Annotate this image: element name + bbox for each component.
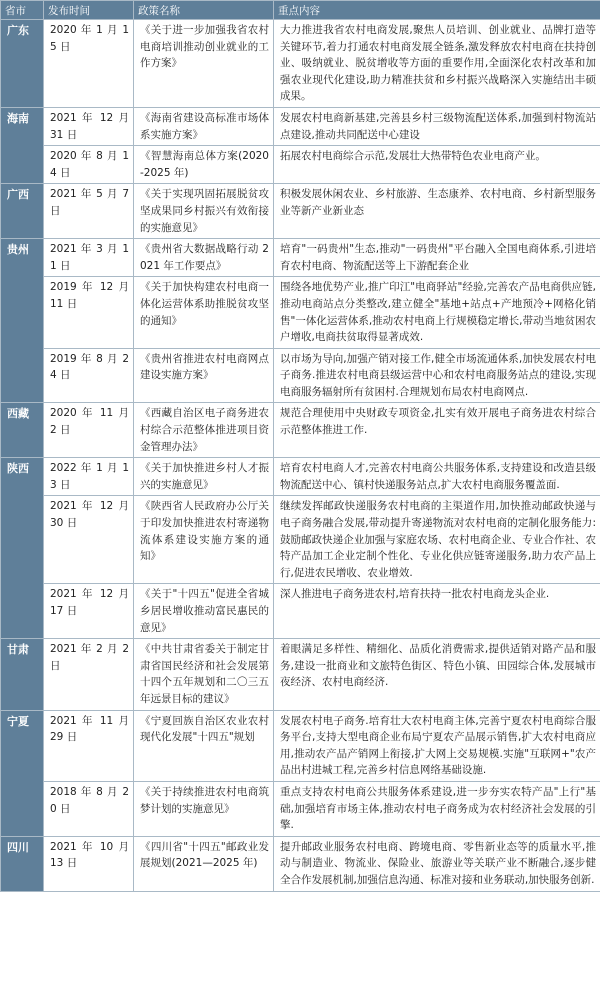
province-cell: 四川: [1, 836, 44, 891]
header-policy-name: 政策名称: [134, 1, 274, 20]
key-content-cell: 提升邮政业服务农村电商、跨境电商、零售新业态等的质量水平,推动与制造业、物流业、保险业、旅游业等关联产业不断融合,逐步健全合作发展机制,加强信息沟通、标准对接和业务联动,加快服务创新.: [274, 836, 600, 891]
key-content-cell: 规范合理使用中央财政专项资金,扎实有效开展电子商务进农村综合示范整体推进工作.: [274, 403, 600, 458]
province-cell: 宁夏: [1, 710, 44, 836]
policy-name-cell: 《关于进一步加强我省农村电商培训推动创业就业的工作方案》: [134, 20, 274, 108]
date-cell: 2020 年 8 月 14 日: [44, 146, 134, 184]
policy-name-cell: 《关于加快构建农村电商一体化运营体系助推脱贫攻坚的通知》: [134, 277, 274, 348]
table-row: [1, 348, 600, 403]
policy-name-cell: 《关于"十四五"促进全省城乡居民增收推动富民惠民的意见》: [134, 584, 274, 639]
province-cell: 海南: [1, 107, 44, 183]
province-cell: 贵州: [1, 239, 44, 403]
key-content-cell: 积极发展休闲农业、乡村旅游、生态康养、农村电商、乡村新型服务业等新产业新业态: [274, 184, 600, 239]
table-header-row: [1, 1, 600, 20]
policy-name-cell: 《中共甘肃省委关于制定甘肃省国民经济和社会发展第十四个五年规划和二〇三五年远景目标的建议》: [134, 639, 274, 710]
date-cell: 2021 年 12 月 31 日: [44, 107, 134, 145]
date-cell: 2018 年 8 月 20 日: [44, 781, 134, 836]
date-cell: 2019 年 8 月 24 日: [44, 348, 134, 403]
policy-name-cell: 《关于实现巩固拓展脱贫攻坚成果同乡村振兴有效衔接的实施意见》: [134, 184, 274, 239]
table-row: [1, 239, 600, 277]
date-cell: 2021 年 11 月 29 日: [44, 710, 134, 781]
date-cell: 2020 年 1 月 15 日: [44, 20, 134, 108]
province-cell: 广东: [1, 20, 44, 108]
province-cell: 陕西: [1, 458, 44, 639]
table-row: [1, 277, 600, 348]
policy-name-cell: 《四川省"十四五"邮政业发展规划(2021—2025 年): [134, 836, 274, 891]
table-row: [1, 710, 600, 781]
key-content-cell: 培育农村电商人才,完善农村电商公共服务体系,支持建设和改造县级物流配送中心、镇村快递服务站点,扩大农村电商服务覆盖面.: [274, 458, 600, 496]
province-cell: 甘肃: [1, 639, 44, 710]
policy-name-cell: 《贵州省大数据战略行动 2021 年工作要点》: [134, 239, 274, 277]
policy-name-cell: 《西藏自治区电子商务进农村综合示范整体推进项目资金管理办法》: [134, 403, 274, 458]
table-row: [1, 836, 600, 891]
key-content-cell: 深人推进电子商务进农村,培育扶持一批农村电商龙头企业.: [274, 584, 600, 639]
province-cell: 广西: [1, 184, 44, 239]
header-key-content: 重点内容: [274, 1, 600, 20]
key-content-cell: 继续发挥邮政快递服务农村电商的主渠道作用,加快推动邮政快递与电子商务融合发展,带动提升寄递物流对农村电商的定制化服务能力:鼓励邮政快递企业加强与家庭农场、农村电商企业、专业合作社、农特产品加工企业定制个性化、专业化供应链寄递服务,助力农产品上行,促进农民增收、农业增效.: [274, 496, 600, 584]
header-date: 发布时间: [44, 1, 134, 20]
policy-name-cell: 《智慧海南总体方案(2020-2025 年): [134, 146, 274, 184]
table-body: [1, 20, 600, 892]
table-row: [1, 403, 600, 458]
date-cell: 2020 年 11 月 2 日: [44, 403, 134, 458]
date-cell: 2021 年 5 月 7 日: [44, 184, 134, 239]
table-row: [1, 584, 600, 639]
table-row: [1, 146, 600, 184]
key-content-cell: 重点支持农村电商公共服务体系建设,进一步夯实农特产品"上行"基础,加强培育市场主体,推动农村电子商务成为农村经济社会发展的引擎.: [274, 781, 600, 836]
table-row: [1, 107, 600, 145]
policy-name-cell: 《关于加快推进乡村人才振兴的实施意见》: [134, 458, 274, 496]
date-cell: 2021 年 12 月 30 日: [44, 496, 134, 584]
table-row: [1, 781, 600, 836]
policy-name-cell: 《关于持续推进农村电商筑梦计划的实施意见》: [134, 781, 274, 836]
date-cell: 2019 年 12 月 11 日: [44, 277, 134, 348]
key-content-cell: 以市场为导向,加强产销对接工作,健全市场流通体系,加快发展农村电子商务.推进农村电商县级运营中心和农村电商服务站点的建设,实现电商服务辐射所有贫困村.合理规划布局农村电商网点.: [274, 348, 600, 403]
table-row: [1, 20, 600, 108]
table-row: [1, 458, 600, 496]
header-province: 省市: [1, 1, 44, 20]
table-row: [1, 496, 600, 584]
policy-name-cell: 《海南省建设高标准市场体系实施方案》: [134, 107, 274, 145]
date-cell: 2021 年 10 月 13 日: [44, 836, 134, 891]
policy-name-cell: 《陕西省人民政府办公厅关于印发加快推进农村寄递物流体系建设实施方案的通知》: [134, 496, 274, 584]
policy-name-cell: 《贵州省推进农村电商网点建设实施方案》: [134, 348, 274, 403]
key-content-cell: 大力推进我省农村电商发展,聚焦人员培训、创业就业、品牌打造等关键环节,着力打通农村电商发展全链条,激发释放农村电商在扶持创业、吸纳就业、脱贫增收等方面的重要作用,全面深化农村改革和加强农业现代化建设,助力精准扶贫和乡村振兴战略深入实施结出丰硕成果。: [274, 20, 600, 108]
key-content-cell: 围绕各地优势产业,推广印江"电商驿站"经验,完善农产品电商供应链,推动电商站点分类整改,建立健全"基地+站点+产地预冷+网格化销售"一体化运营体系,推动农村电商上行规模稳定增长,带动当地贫困农户增收,电商扶贫取得显著成效.: [274, 277, 600, 348]
date-cell: 2021 年 12 月 17 日: [44, 584, 134, 639]
date-cell: 2021 年 3 月 11 日: [44, 239, 134, 277]
date-cell: 2022 年 1 月 13 日: [44, 458, 134, 496]
policy-name-cell: 《宁夏回族自治区农业农村现代化发展"十四五"规划: [134, 710, 274, 781]
date-cell: 2021 年 2 月 2 日: [44, 639, 134, 710]
province-cell: 西藏: [1, 403, 44, 458]
key-content-cell: 培育"一码贵州"生态,推动"一码贵州"平台融入全国电商体系,引进培育农村电商、物流配送等上下游配套企业: [274, 239, 600, 277]
key-content-cell: 着眼满足多样性、精细化、品质化消费需求,提供适销对路产品和服务,建设一批商业和文旅特色街区、特色小镇、田园综合体,发展城市夜经济、农村电商经济.: [274, 639, 600, 710]
key-content-cell: 发展农村电子商务.培育壮大农村电商主体,完善宁夏农村电商综合服务平台,支持大型电商企业布局宁夏农产品展示销售,扩大农村电商应用,推动农产品产销网上衔接,扩大网上交易规模.实施"互联网+"农产品出村进城工程,完善乡村信息网络基础设施.: [274, 710, 600, 781]
table-row: [1, 639, 600, 710]
key-content-cell: 拓展农村电商综合示范,发展壮大热带特色农业电商产业。: [274, 146, 600, 184]
table-row: [1, 184, 600, 239]
key-content-cell: 发展农村电商新基建,完善县乡村三级物流配送体系,加强到村物流站点建设,推动共同配送中心建设: [274, 107, 600, 145]
